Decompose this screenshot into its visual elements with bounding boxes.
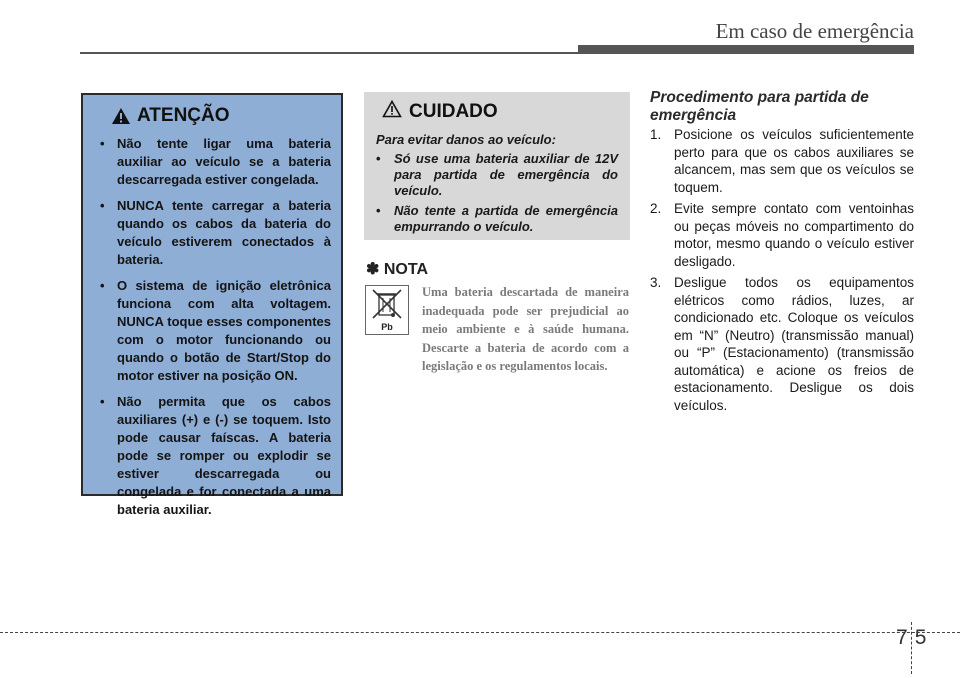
section-title: Em caso de emergência bbox=[715, 19, 914, 43]
crossed-bin-icon bbox=[365, 285, 409, 335]
procedure-title: Procedimento para partida de emergência bbox=[650, 89, 869, 124]
procedure-step bbox=[650, 126, 914, 196]
footer-rule bbox=[0, 632, 960, 633]
warning-item: • Não permita que os cabos auxiliares (+) e (-) se toquem. Isto pode causar faíscas. A bateria pode se romper ou explodir se estiver descarregada ou congelada e for conectada a uma bateria auxiliar. bbox=[93, 393, 331, 519]
note-heading: ✽ NOTA bbox=[366, 261, 428, 278]
page-number bbox=[896, 626, 926, 678]
chapter-number: 7 bbox=[896, 626, 908, 649]
procedure-step bbox=[650, 274, 914, 414]
caution-intro: Para evitar danos ao veículo: bbox=[376, 132, 556, 147]
step-text: Desligue todos os equipamentos elétricos como rádios, luzes, ar condicionado etc. Coloque os veículos em “N” (Neutro) (transmissão manual) ou “P” (Estacionamento) (transmissão automática) e acione os freios de estacionamento. Desligue os dois veículos. bbox=[674, 275, 914, 413]
step-number: 1. bbox=[650, 127, 662, 142]
step-text: Posicione os veículos suficientemente perto para que os cabos auxiliares se alcancem, mas sem que os veículos se toquem. bbox=[674, 127, 914, 195]
caution-item: • Não tente a partida de emergência empurrando o veículo. bbox=[376, 203, 618, 235]
warning-triangle-icon bbox=[111, 107, 131, 125]
step-text: Evite sempre contato com ventoinhas ou peças móveis no compartimento do motor, mesmo quando o veículo estiver desligado. bbox=[674, 201, 914, 269]
page-separator bbox=[911, 622, 912, 674]
caution-item: • Só use uma bateria auxiliar de 12V para partida de emergência do veículo. bbox=[376, 151, 618, 199]
warning-title: ATENÇÃO bbox=[137, 105, 230, 126]
warning-item: • NUNCA tente carregar a bateria quando os cabos da bateria do veículo estiverem conectados à bateria. bbox=[93, 197, 331, 269]
battery-label: Pb bbox=[381, 322, 393, 332]
warning-box bbox=[81, 93, 343, 517]
page-in-chapter: 5 bbox=[914, 626, 927, 649]
header-rule bbox=[80, 52, 914, 54]
warning-list bbox=[93, 135, 331, 519]
caution-title: CUIDADO bbox=[409, 101, 498, 122]
step-number: 3. bbox=[650, 275, 662, 290]
note-text: Uma bateria descartada de maneira inadequada pode ser prejudicial ao meio ambiente e à saúde humana. Descarte a bateria de acordo com a legislação e os regulamentos locais. bbox=[422, 285, 629, 373]
procedure-steps bbox=[650, 126, 914, 418]
caution-triangle-icon bbox=[382, 100, 402, 124]
caution-list bbox=[376, 151, 618, 235]
warning-heading bbox=[111, 105, 331, 127]
caution-heading bbox=[382, 100, 618, 124]
procedure-step bbox=[650, 200, 914, 270]
step-number: 2. bbox=[650, 201, 662, 216]
warning-item: • O sistema de ignição eletrônica funciona com alta voltagem. NUNCA toque esses componentes com o motor funcionando ou quando o botão de Start/Stop do motor estiver na posição ON. bbox=[93, 277, 331, 385]
caution-box bbox=[364, 92, 630, 240]
warning-item: • Não tente ligar uma bateria auxiliar ao veículo se a bateria descarregada estiver congelada. bbox=[93, 135, 331, 189]
